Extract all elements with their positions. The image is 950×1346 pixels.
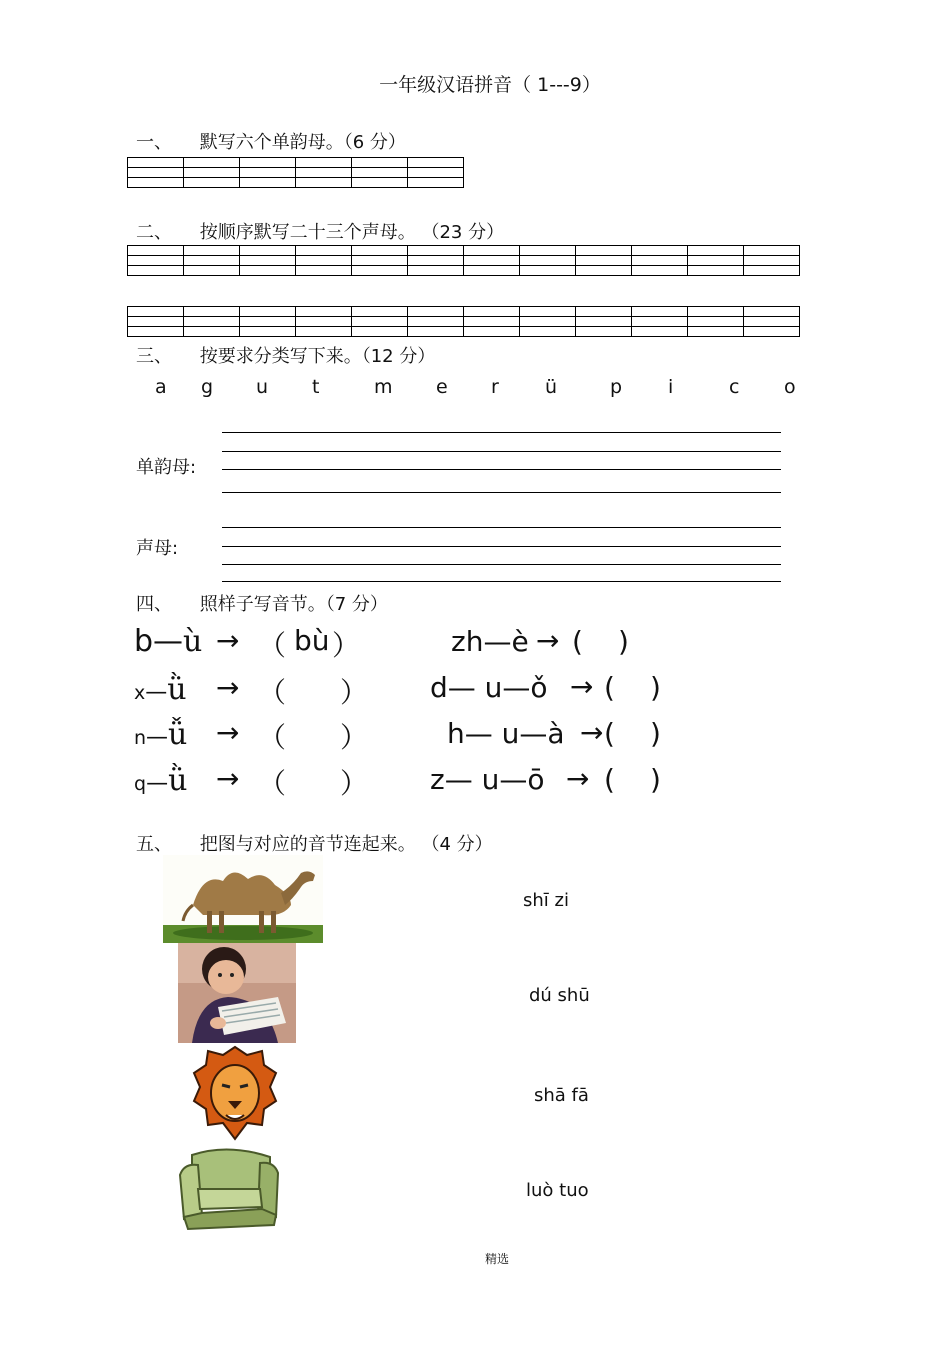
letter: ü — [545, 376, 558, 398]
arrow-icon: → — [580, 716, 604, 749]
letter: t — [312, 376, 320, 398]
section-1-number: 一、 — [136, 132, 172, 153]
syllable-hua: h— u—à — [447, 717, 565, 750]
section-5-heading — [136, 830, 493, 856]
close-paren: ） — [340, 721, 369, 754]
writing-line[interactable] — [222, 564, 781, 565]
open-paren: （ — [258, 676, 287, 709]
section-5-number: 五、 — [136, 834, 172, 855]
page-title: 一年级汉语拼音（ 1---9） — [379, 74, 601, 96]
letter: e — [436, 376, 448, 398]
section-4-heading — [136, 590, 388, 616]
section-1-text: 默写六个单韵母。（6 分） — [199, 132, 406, 153]
arrow-icon: → — [216, 671, 240, 704]
pinyin-shafa[interactable]: shā fā — [534, 1085, 589, 1106]
arrow-icon: → — [216, 716, 240, 749]
section-2-number: 二、 — [136, 222, 172, 243]
arrow-icon: → — [566, 762, 590, 795]
section-3-heading — [136, 342, 435, 368]
vowel-writing-grid[interactable] — [127, 157, 464, 188]
open-paren: ( — [604, 717, 615, 750]
writing-line[interactable] — [222, 432, 781, 433]
letter: g — [201, 376, 214, 398]
open-paren: ( — [572, 625, 583, 658]
letter: a — [155, 376, 167, 398]
example-answer: bù — [294, 624, 330, 657]
letter: r — [491, 376, 499, 398]
syllable-q: q—ǜ — [134, 763, 188, 798]
section-4-text: 照样子写音节。（7 分） — [199, 594, 388, 615]
close-paren: ） — [340, 676, 369, 709]
close-paren: ) — [618, 625, 629, 658]
initials-label: 声母: — [136, 538, 179, 559]
letter: c — [729, 376, 740, 398]
child-reading-icon[interactable] — [178, 943, 296, 1043]
section-3-text: 按要求分类写下来。（12 分） — [199, 346, 436, 367]
close-paren: ) — [650, 717, 661, 750]
close-paren: ) — [650, 763, 661, 796]
section-1-heading — [136, 128, 406, 154]
section-3-number: 三、 — [136, 346, 172, 367]
section-5-text: 把图与对应的音节连起来。 （4 分） — [199, 834, 493, 855]
open-paren: ( — [604, 671, 615, 704]
section-2-text: 按顺序默写二十三个声母。 （23 分） — [199, 222, 505, 243]
close-paren: ） — [332, 629, 361, 662]
letter: u — [256, 376, 269, 398]
letter: i — [668, 376, 674, 398]
open-paren: （ — [258, 629, 287, 662]
sofa-icon[interactable] — [178, 1145, 280, 1231]
open-paren: （ — [258, 767, 287, 800]
pinyin-shizi[interactable]: shī zi — [523, 890, 569, 911]
writing-line[interactable] — [222, 492, 781, 493]
section-4-number: 四、 — [136, 594, 172, 615]
writing-line[interactable] — [222, 581, 781, 582]
initials-writing-grid-1[interactable] — [127, 245, 800, 276]
syllable-n: n—ǚ — [134, 717, 188, 752]
writing-line[interactable] — [222, 546, 781, 547]
close-paren: ) — [650, 671, 661, 704]
syllable-x: x—ǜ — [134, 672, 187, 707]
close-paren: ） — [340, 767, 369, 800]
writing-line[interactable] — [222, 527, 781, 528]
syllable-duo: d— u—ǒ — [430, 671, 548, 704]
initials-writing-grid-2[interactable] — [127, 306, 800, 337]
open-paren: （ — [258, 721, 287, 754]
arrow-icon: → — [536, 624, 560, 657]
vowels-label: 单韵母: — [136, 457, 197, 478]
pinyin-dushu[interactable]: dú shū — [529, 985, 590, 1006]
footer-label: 精选 — [485, 1252, 510, 1266]
syllable-zh: zh—è — [451, 625, 529, 658]
open-paren: ( — [604, 763, 615, 796]
camel-icon[interactable] — [163, 855, 323, 943]
writing-line[interactable] — [222, 469, 781, 470]
arrow-icon: → — [216, 624, 240, 657]
letter: o — [784, 376, 796, 398]
letter: p — [610, 376, 623, 398]
lion-icon[interactable] — [192, 1045, 278, 1141]
arrow-icon: → — [570, 670, 594, 703]
arrow-icon: → — [216, 762, 240, 795]
writing-line[interactable] — [222, 451, 781, 452]
section-2-heading — [136, 218, 504, 244]
example-syllable: b—ù — [134, 624, 203, 659]
pinyin-luotuo[interactable]: luò tuo — [526, 1180, 589, 1201]
syllable-zuo: z— u—ō — [430, 763, 545, 796]
letter: m — [374, 376, 393, 398]
